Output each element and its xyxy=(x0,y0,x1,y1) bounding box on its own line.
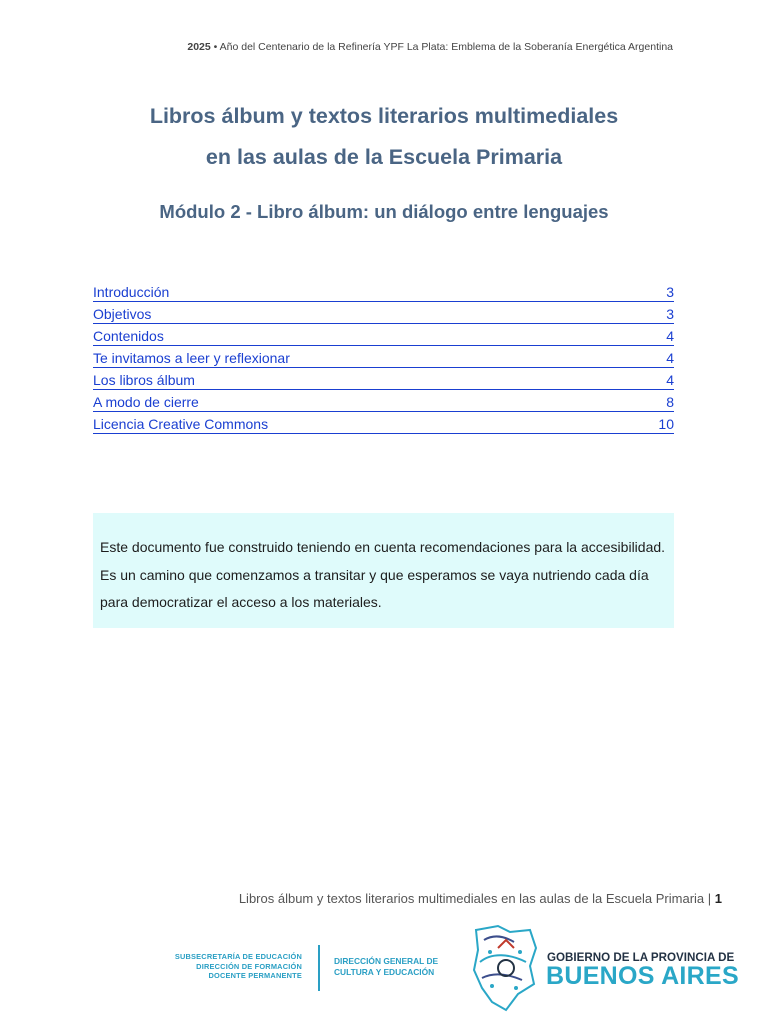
toc-item-label: Licencia Creative Commons xyxy=(93,416,269,432)
toc-item-page: 8 xyxy=(666,394,674,410)
toc-item-libros-album[interactable] xyxy=(93,368,674,390)
gobierno-label: GOBIERNO DE LA PROVINCIA DE xyxy=(547,951,735,964)
toc-item-label: Introducción xyxy=(93,284,170,300)
toc-item-te-invitamos[interactable] xyxy=(93,346,674,368)
subsecretaria-label: SUBSECRETARÍA DE EDUCACIÓN xyxy=(174,952,302,961)
subsecretaria-logo xyxy=(150,952,302,981)
toc-item-introduccion[interactable] xyxy=(93,280,674,302)
toc-item-a-modo-de-cierre[interactable] xyxy=(93,390,674,412)
toc-item-page: 4 xyxy=(666,328,674,344)
table-of-contents xyxy=(93,280,674,434)
toc-item-page: 4 xyxy=(666,350,674,366)
toc-item-label: Los libros álbum xyxy=(93,372,195,388)
toc-item-label: A modo de cierre xyxy=(93,394,199,410)
logo-divider xyxy=(318,945,320,991)
toc-item-page: 3 xyxy=(666,306,674,322)
header-year: 2025 xyxy=(187,41,211,53)
dgce-logo xyxy=(334,956,454,978)
page-number: 1 xyxy=(714,891,722,906)
toc-item-contenidos[interactable] xyxy=(93,324,674,346)
buenos-aires-label: BUENOS AIRES xyxy=(546,962,739,990)
toc-item-licencia[interactable] xyxy=(93,412,674,434)
document-title-line-2: en las aulas de la Escuela Primaria xyxy=(205,145,563,169)
header-text: • Año del Centenario de la Refinería YPF La Plata: Emblema de la Soberanía Energética Argentina xyxy=(213,41,673,53)
toc-item-page: 3 xyxy=(666,284,674,300)
dgce-label-1: DIRECCIÓN GENERAL DE xyxy=(334,956,439,966)
toc-item-label: Contenidos xyxy=(93,328,164,344)
toc-item-page: 10 xyxy=(658,416,674,432)
toc-item-label: Objetivos xyxy=(93,306,152,322)
page-footer xyxy=(239,891,722,906)
provincial-seal-icon xyxy=(470,922,540,1014)
accessibility-note-text: Este documento fue construido teniendo en cuenta recomendaciones para la accesibilidad. Es un camino que comenzamos a transitar y que esperamos se vaya nutriendo cada día para democratizar el acceso a los materiales. xyxy=(100,539,666,610)
direccion-formacion-label-2: DOCENTE PERMANENTE xyxy=(208,971,302,980)
accessibility-note xyxy=(93,513,674,628)
page-header xyxy=(187,41,673,53)
footer-title: Libros álbum y textos literarios multimediales en las aulas de la Escuela Primaria | xyxy=(238,891,712,906)
toc-item-objetivos[interactable] xyxy=(93,302,674,324)
module-title: Módulo 2 - Libro álbum: un diálogo entre lenguajes xyxy=(159,201,609,222)
toc-item-page: 4 xyxy=(666,372,674,388)
direccion-formacion-label-1: DIRECCIÓN DE FORMACIÓN xyxy=(196,961,302,971)
document-title-line-1: Libros álbum y textos literarios multimediales xyxy=(149,104,619,128)
toc-item-label: Te invitamos a leer y reflexionar xyxy=(93,350,290,366)
dgce-label-2: CULTURA Y EDUCACIÓN xyxy=(334,967,435,977)
